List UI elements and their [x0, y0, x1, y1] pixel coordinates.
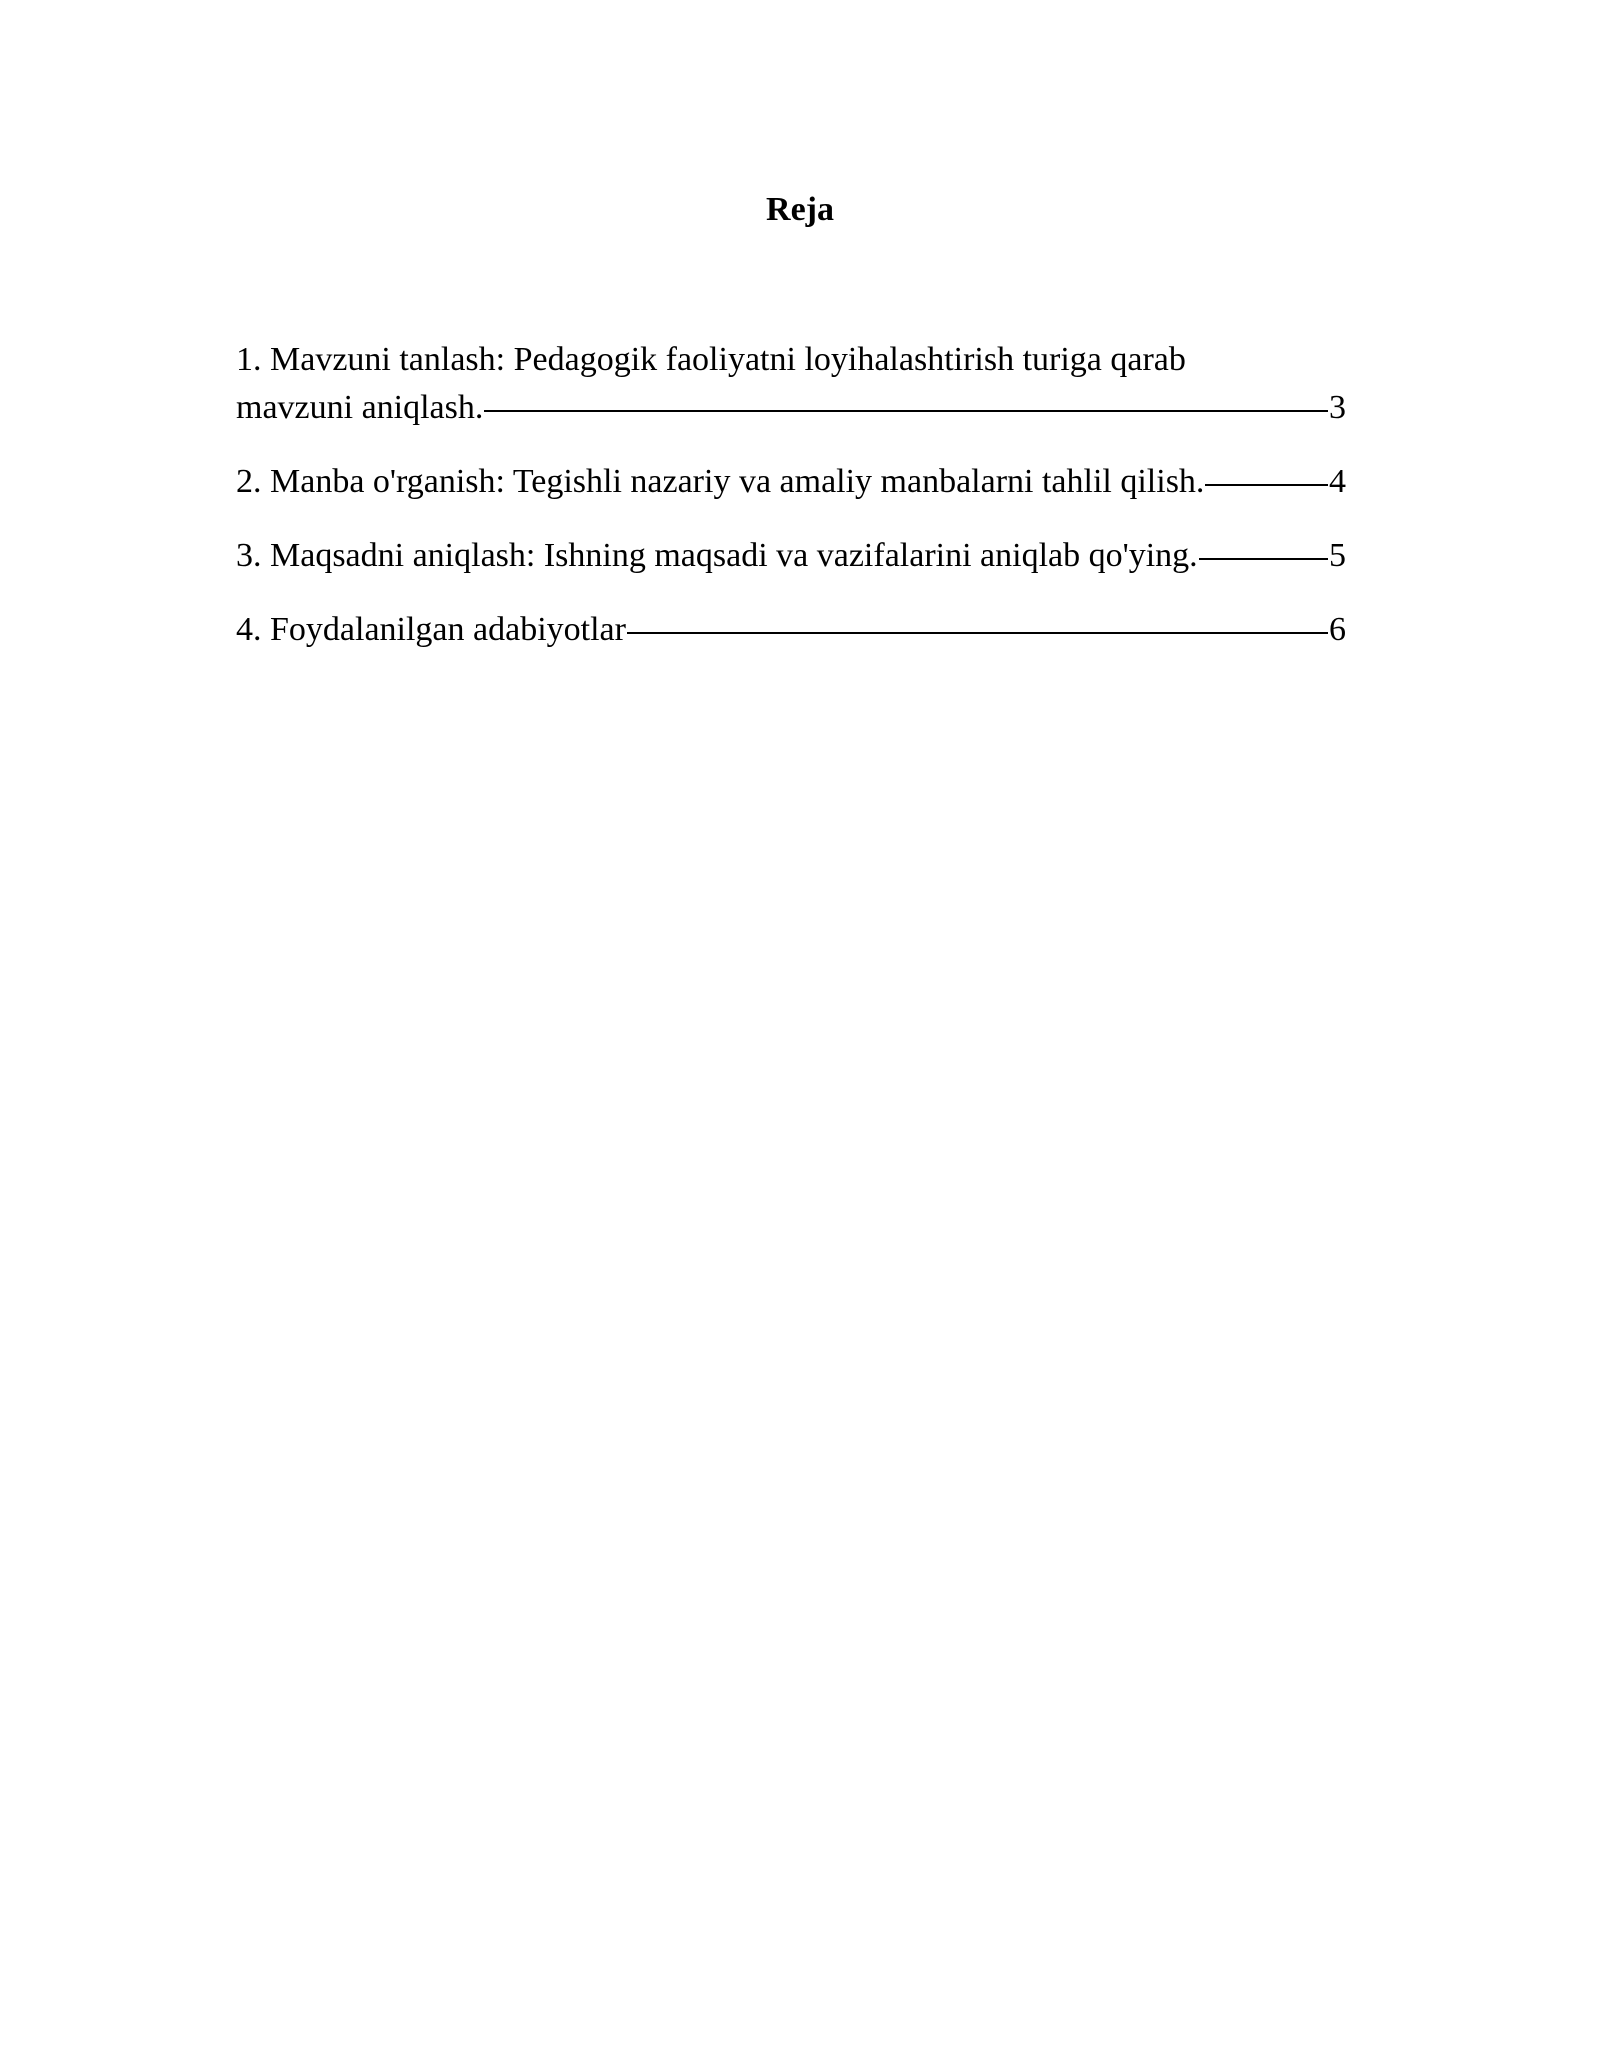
- toc-item-3: [236, 532, 1346, 580]
- toc-page-number: 3: [1329, 389, 1346, 426]
- toc-item-1-last-line: [236, 384, 1346, 432]
- toc-item-1-text: mavzuni aniqlash.: [236, 389, 484, 426]
- toc-item-2: [236, 458, 1346, 506]
- toc-leader-line: [1205, 484, 1328, 486]
- toc-item-4-line: [236, 606, 1346, 654]
- toc-page-number: 4: [1329, 463, 1346, 500]
- toc-item-1-first-line: 1. Mavzuni tanlash: Pedagogik faoliyatni loyihalashtirish turiga qarab: [236, 341, 1186, 378]
- page-title: Reja: [766, 191, 834, 228]
- toc-leader-line: [1199, 558, 1328, 560]
- toc-item-3-line: [236, 532, 1346, 580]
- toc-item-2-text: 2. Manba o'rganish: Tegishli nazariy va amaliy manbalarni tahlil qilish.: [236, 463, 1205, 500]
- toc-page-number: 5: [1329, 537, 1346, 574]
- toc-page-number: 6: [1329, 611, 1346, 648]
- toc-leader-line: [484, 410, 1328, 412]
- toc-item-4-text: 4. Foydalanilgan adabiyotlar: [236, 611, 626, 648]
- toc-item-2-line: [236, 458, 1346, 506]
- toc-item-4: [236, 606, 1346, 654]
- toc-item-3-text: 3. Maqsadni aniqlash: Ishning maqsadi va vazifalarini aniqlab qo'ying.: [236, 537, 1198, 574]
- toc-leader-line: [627, 632, 1328, 634]
- toc-item-1: [236, 336, 1346, 432]
- table-of-contents: [236, 336, 1346, 680]
